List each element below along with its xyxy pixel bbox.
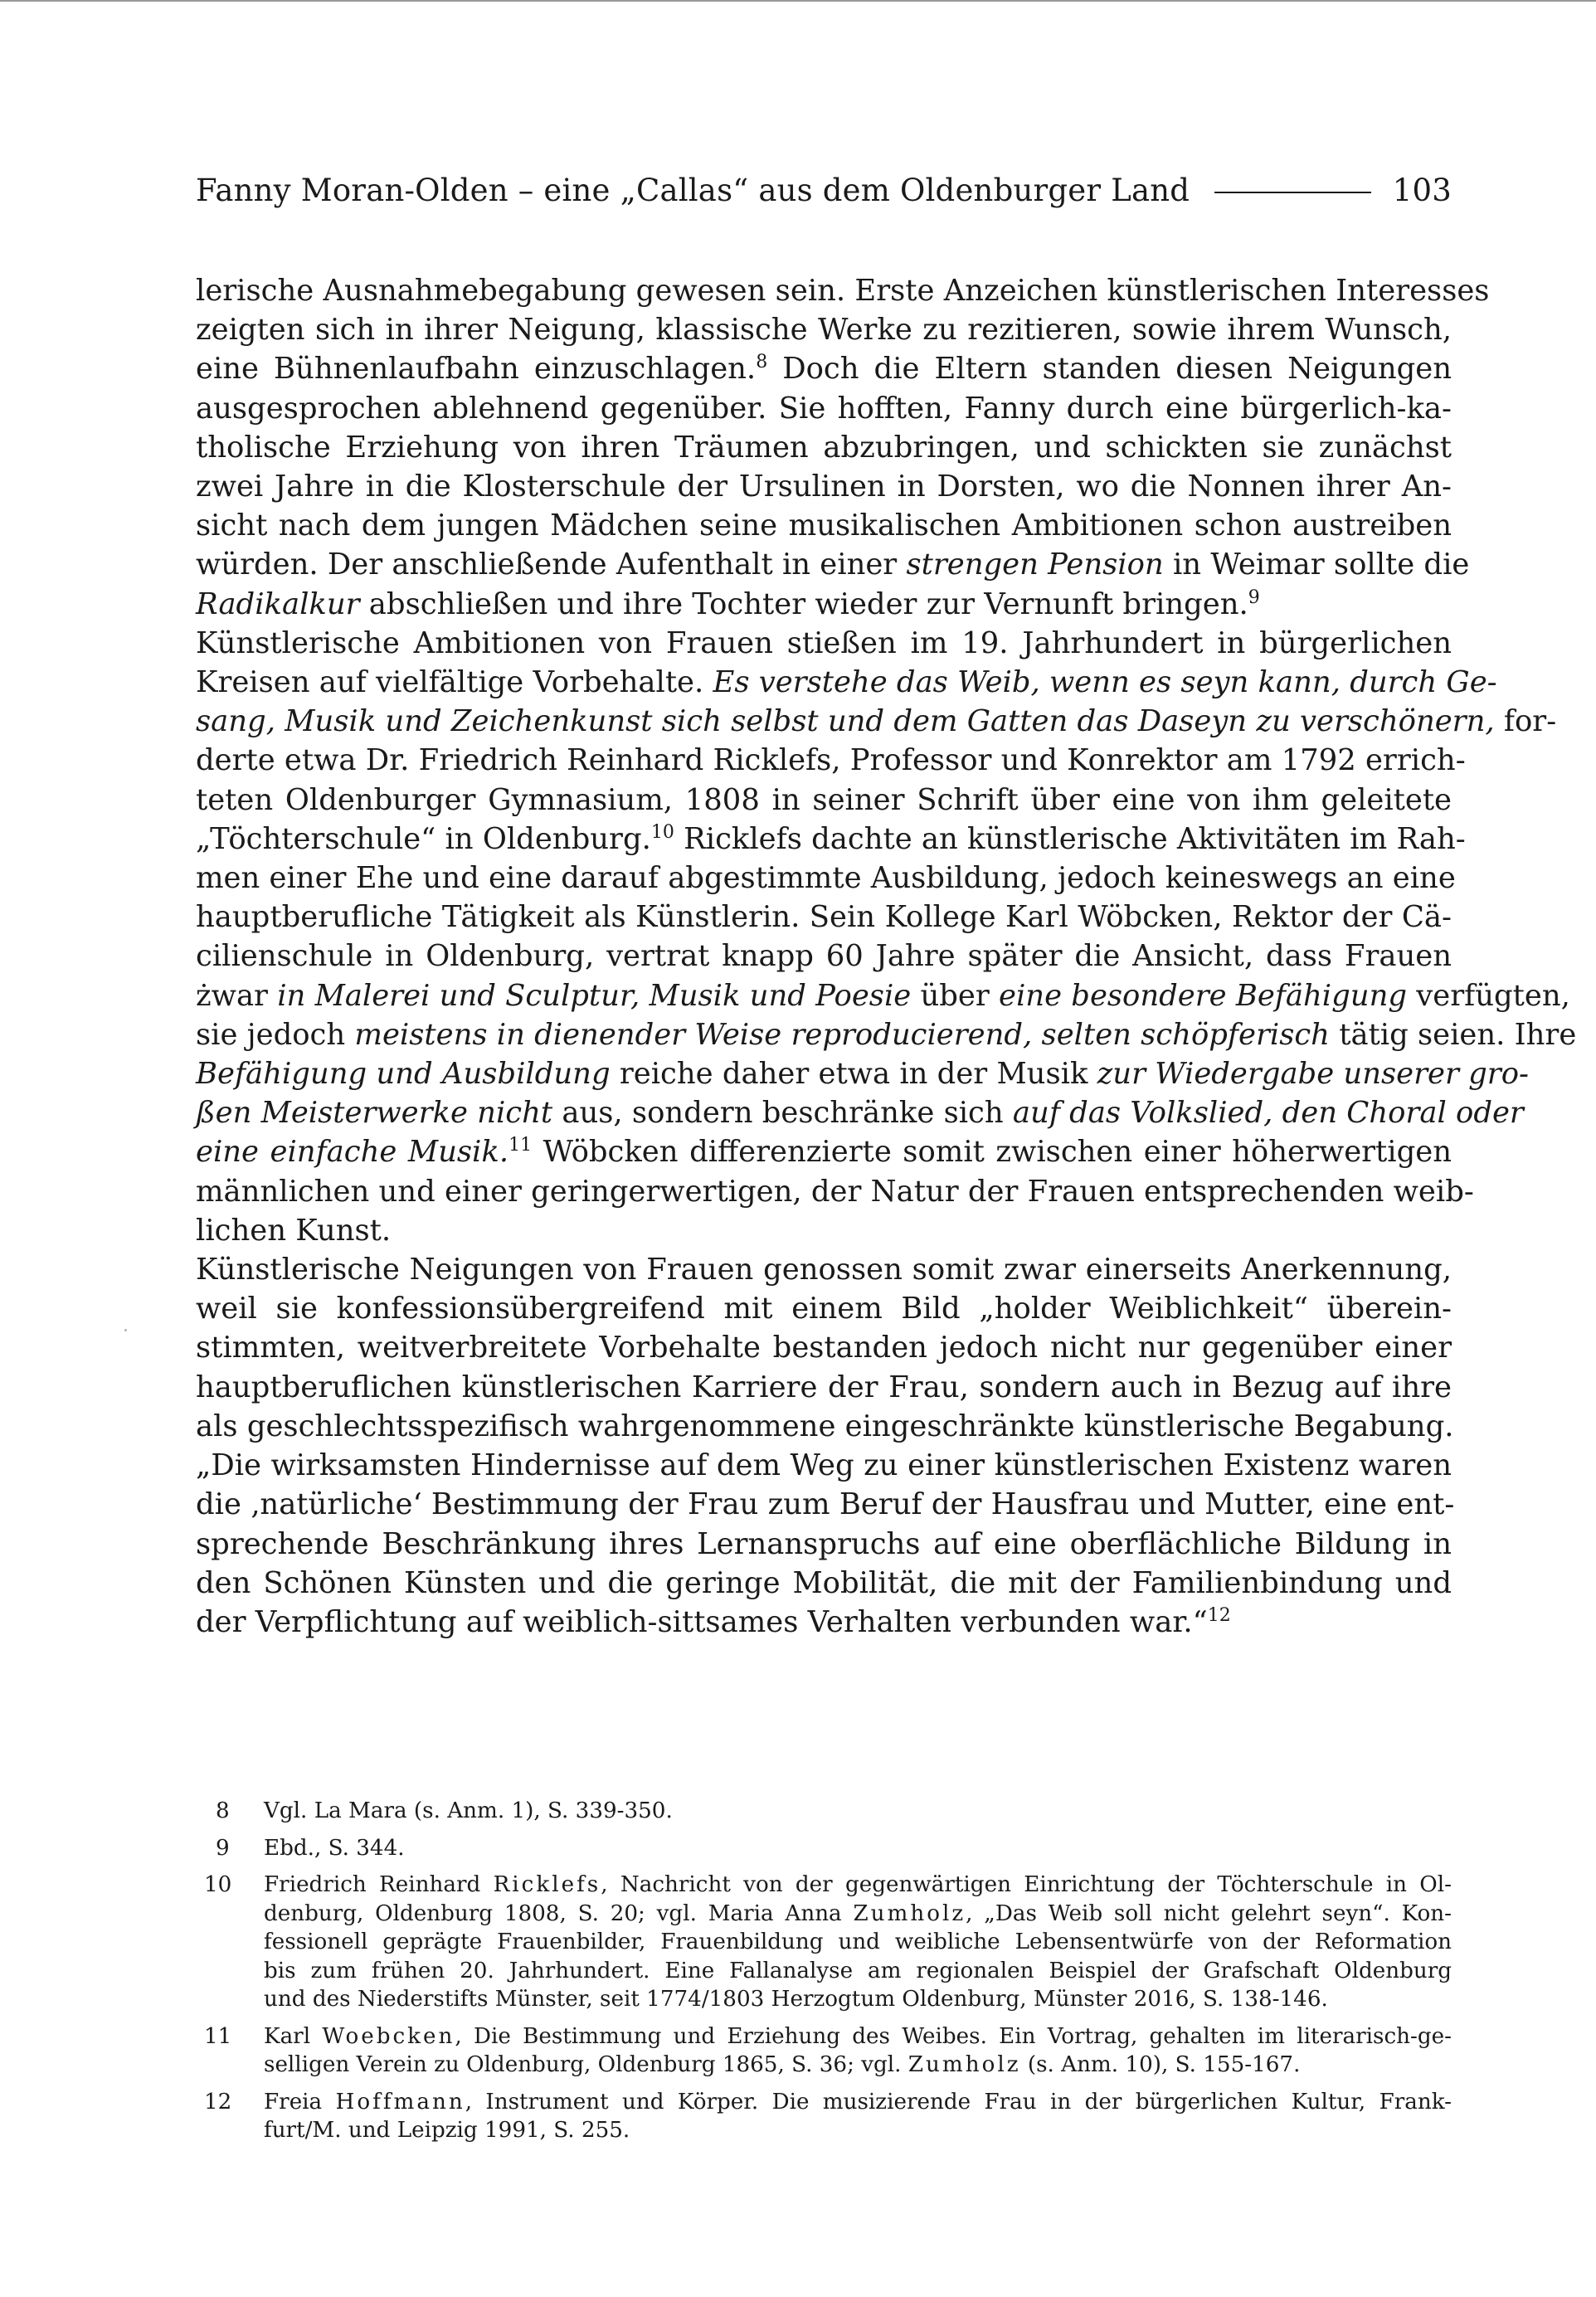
running-head-title: Fanny Moran-Olden – eine „Callas“ aus dem Oldenburger Land	[196, 173, 1190, 208]
text-run: „Töchterschule“ in Oldenburg.	[196, 821, 651, 856]
text-line: Künstlerische Ambitionen von Frauen stießen im 19. Jahrhundert in bürgerlichen	[196, 625, 1452, 660]
scan-speck	[124, 1329, 127, 1331]
text-run: Ricklefs dachte an künstlerische Aktivitäten im Rah-	[674, 821, 1466, 856]
text-line	[196, 1132, 1452, 1171]
text-line: weil sie konfessionsübergreifend mit einem Bild „holder Weiblichkeit“ überein-	[196, 1292, 1452, 1326]
text-run: for-	[1494, 704, 1557, 739]
italic-run: Es verstehe das Weib, wenn es seyn kann, durch Ge-	[713, 665, 1497, 700]
text-run: (s. Anm. 10), S. 155-167.	[1020, 2052, 1301, 2077]
text-run: Doch die Eltern standen diesen Neigungen	[767, 352, 1452, 387]
italic-run: in Malerei und Sculptur, Musik und Poesie	[277, 978, 912, 1013]
footnote-number: 11	[204, 2023, 232, 2049]
footnote-ref-9[interactable]: 9	[1248, 586, 1260, 608]
footnote-10	[196, 1871, 1452, 2014]
scan-top-edge	[0, 0, 1596, 2]
italic-run: eine einfache Musik.	[196, 1135, 509, 1170]
text-line	[196, 663, 1497, 702]
text-run: in Weimar sollte die	[1163, 547, 1470, 582]
text-run: Friedrich Reinhard	[264, 1872, 494, 1897]
italic-run: eine besondere Befähigung	[999, 978, 1408, 1013]
text-run: , Die Bestimmung und Erziehung des Weibes. Ein Vortrag, gehalten im literarisch-ge-	[455, 2023, 1452, 2049]
footnote-line: Ebd., S. 344.	[264, 1835, 405, 1861]
text-run: reiche daher etwa in der Musik	[610, 1057, 1097, 1092]
paragraph-1	[196, 271, 1490, 624]
text-line: men einer Ehe und eine darauf abgestimmte Ausbildung, jedoch keineswegs an eine	[196, 861, 1456, 896]
text-line: „Die wirksamsten Hindernisse auf dem Weg zu einer künstlerischen Existenz waren	[196, 1448, 1452, 1483]
running-head-rule	[1214, 192, 1371, 193]
text-run: żwar	[196, 978, 278, 1013]
text-line	[196, 1093, 1524, 1132]
text-line: hauptberufliche Tätigkeit als Künstlerin. Sein Kollege Karl Wöbcken, Rektor der Cä-	[196, 900, 1452, 935]
text-line: ausgesprochen ablehnend gegenüber. Sie hofften, Fanny durch eine bürgerlich-ka-	[196, 391, 1452, 426]
italic-run: sang, Musik und Zeichenkunst sich selbst und dem Gatten das Daseyn zu verschönern,	[196, 704, 1495, 739]
text-line: derte etwa Dr. Friedrich Reinhard Ricklefs, Professor und Konrektor am 1792 errich-	[196, 743, 1466, 778]
author-name: Ricklefs	[493, 1872, 601, 1897]
footnote-line	[264, 2051, 1452, 2080]
footnote-line	[264, 1900, 1452, 1929]
text-run: , Nachricht von der gegenwärtigen Einrichtung der Töchterschule in Ol-	[601, 1872, 1452, 1897]
footnote-ref-11[interactable]: 11	[508, 1135, 533, 1156]
text-run: sie jedoch	[196, 1017, 355, 1052]
text-run: , „Das Weib soll nicht gelehrt seyn“. Kon-	[966, 1900, 1452, 1926]
text-run: eine Bühnenlaufbahn einzuschlagen.	[196, 352, 757, 387]
text-line	[196, 1054, 1529, 1093]
text-line	[196, 976, 1570, 1015]
text-line: sicht nach dem jungen Mädchen seine musikalischen Ambitionen schon austreiben	[196, 509, 1452, 543]
italic-run: meistens in dienender Weise reproducierend, selten schöpferisch	[354, 1017, 1330, 1052]
text-line	[196, 545, 1470, 584]
text-run: der Verpflichtung auf weiblich-sittsames Verhalten verbunden war.“	[196, 1604, 1208, 1639]
italic-run: Befähigung und Ausbildung	[196, 1057, 611, 1092]
text-run: aus, sondern beschränke sich	[552, 1096, 1013, 1131]
italic-run: ßen Meisterwerke nicht	[196, 1096, 553, 1131]
text-line	[196, 1015, 1577, 1054]
text-line: zeigten sich in ihrer Neigung, klassische Werke zu rezitieren, sowie ihrem Wunsch,	[196, 313, 1452, 348]
author-name: Hoffmann	[335, 2089, 465, 2115]
text-line: hauptberuflichen künstlerischen Karriere der Frau, sondern auch in Bezug auf ihre	[196, 1370, 1452, 1404]
footnote-ref-12[interactable]: 12	[1207, 1605, 1231, 1627]
text-line: die ‚natürliche‘ Bestimmung der Frau zum Beruf der Hausfrau und Mutter, eine ent-	[196, 1487, 1455, 1522]
text-line	[196, 1603, 1452, 1642]
italic-run: zur Wiedergabe unserer gro-	[1097, 1057, 1529, 1092]
text-line: stimmten, weitverbreitete Vorbehalte bestanden jedoch nicht nur gegenüber einer	[196, 1331, 1452, 1365]
footnotes	[196, 1797, 1452, 2153]
author-name: Woebcken	[322, 2023, 455, 2049]
footnote-line: und des Niederstifts Münster, seit 1774/1803 Herzogtum Oldenburg, Münster 2016, S. 138-146.	[264, 1987, 1328, 2012]
author-name: Zumholz	[853, 1900, 966, 1926]
text-line: den Schönen Künsten und die geringe Mobilität, die mit der Familienbindung und	[196, 1565, 1452, 1600]
text-run: Wöbcken differenzierte somit zwischen einer höherwertigen	[532, 1135, 1452, 1170]
text-run: über	[911, 978, 1000, 1013]
footnote-8	[196, 1797, 1452, 1826]
footnote-text	[264, 2088, 1452, 2145]
text-run: selligen Verein zu Oldenburg, Oldenburg 1865, S. 36; vgl.	[264, 2052, 908, 2077]
footnote-ref-10[interactable]: 10	[650, 822, 674, 844]
text-run: tätig seien. Ihre	[1329, 1017, 1577, 1052]
main-text	[196, 271, 1577, 1642]
paragraph-2	[196, 624, 1577, 1250]
text-line: als geschlechtsspezifisch wahrgenommene eingeschränkte künstlerische Begabung.	[196, 1409, 1454, 1443]
text-run: würden. Der anschließende Aufenthalt in einer	[196, 547, 907, 582]
text-line: Künstlerische Neigungen von Frauen genossen somit zwar einerseits Anerkennung,	[196, 1253, 1452, 1287]
footnote-number: 10	[204, 1872, 232, 1897]
text-line: lerische Ausnahmebegabung gewesen sein. Erste Anzeichen künstlerischen Interesses	[196, 274, 1490, 308]
footnote-9	[196, 1834, 1452, 1863]
text-line: sprechende Beschränkung ihres Lernanspruchs auf eine oberflächliche Bildung in	[196, 1526, 1452, 1561]
footnote-number: 9	[216, 1835, 230, 1861]
footnote-text	[264, 1834, 1452, 1863]
text-line: zwei Jahre in die Klosterschule der Ursulinen in Dorsten, wo die Nonnen ihrer An-	[196, 470, 1452, 504]
footnote-number: 12	[204, 2089, 232, 2115]
footnote-line: bis zum frühen 20. Jahrhundert. Eine Fallanalyse am regionalen Beispiel der Grafschaft Oldenburg	[264, 1958, 1452, 1983]
footnote-number: 8	[216, 1798, 230, 1823]
footnote-line: furt/M. und Leipzig 1991, S. 255.	[264, 2118, 630, 2143]
footnote-line	[264, 2022, 1452, 2051]
text-line	[196, 702, 1557, 741]
footnote-line: Vgl. La Mara (s. Anm. 1), S. 339-350.	[264, 1798, 673, 1823]
footnote-ref-8[interactable]: 8	[756, 352, 768, 373]
running-head	[196, 173, 1452, 208]
italic-run: Radikalkur	[196, 586, 360, 621]
text-line: lichen Kunst.	[196, 1213, 392, 1248]
text-line: cilienschule in Oldenburg, vertrat knapp 60 Jahre später die Ansicht, dass Frauen	[196, 939, 1452, 974]
text-line	[196, 585, 1452, 624]
text-line: teten Oldenburger Gymnasium, 1808 in seiner Schrift über eine von ihm geleitete	[196, 782, 1452, 817]
footnote-text	[264, 1797, 1452, 1826]
footnote-text	[264, 1871, 1452, 2014]
text-line: männlichen und einer geringerwertigen, der Natur der Frauen entsprechenden weib-	[196, 1174, 1474, 1209]
footnote-text	[264, 2022, 1452, 2080]
page-number: 103	[1392, 173, 1452, 208]
footnote-line	[264, 2088, 1452, 2117]
footnote-12	[196, 2088, 1452, 2145]
text-run: verfügten,	[1407, 978, 1570, 1013]
paragraph-3	[196, 1250, 1455, 1642]
footnote-11	[196, 2022, 1452, 2080]
italic-run: auf das Volkslied, den Choral oder	[1012, 1096, 1524, 1131]
text-run: abschließen und ihre Tochter wieder zur Vernunft bringen.	[359, 586, 1248, 621]
text-line: tholische Erziehung von ihren Träumen abzubringen, und schickten sie zunächst	[196, 430, 1452, 465]
author-name: Zumholz	[907, 2052, 1021, 2077]
text-run: Karl	[264, 2023, 323, 2049]
text-run: Freia	[264, 2089, 336, 2115]
text-line	[196, 349, 1452, 388]
italic-run: strengen Pension	[906, 547, 1164, 582]
footnote-line: fessionell geprägte Frauenbilder, Frauenbildung und weibliche Lebensentwürfe von der Reformation	[264, 1930, 1452, 1954]
text-line	[196, 820, 1466, 859]
text-run: , Instrument und Körper. Die musizierende Frau in der bürgerlichen Kultur, Frank-	[465, 2089, 1452, 2115]
footnote-line	[264, 1871, 1452, 1900]
text-run: Kreisen auf vielfältige Vorbehalte.	[196, 665, 713, 700]
text-run: denburg, Oldenburg 1808, S. 20; vgl. Maria Anna	[264, 1900, 854, 1926]
